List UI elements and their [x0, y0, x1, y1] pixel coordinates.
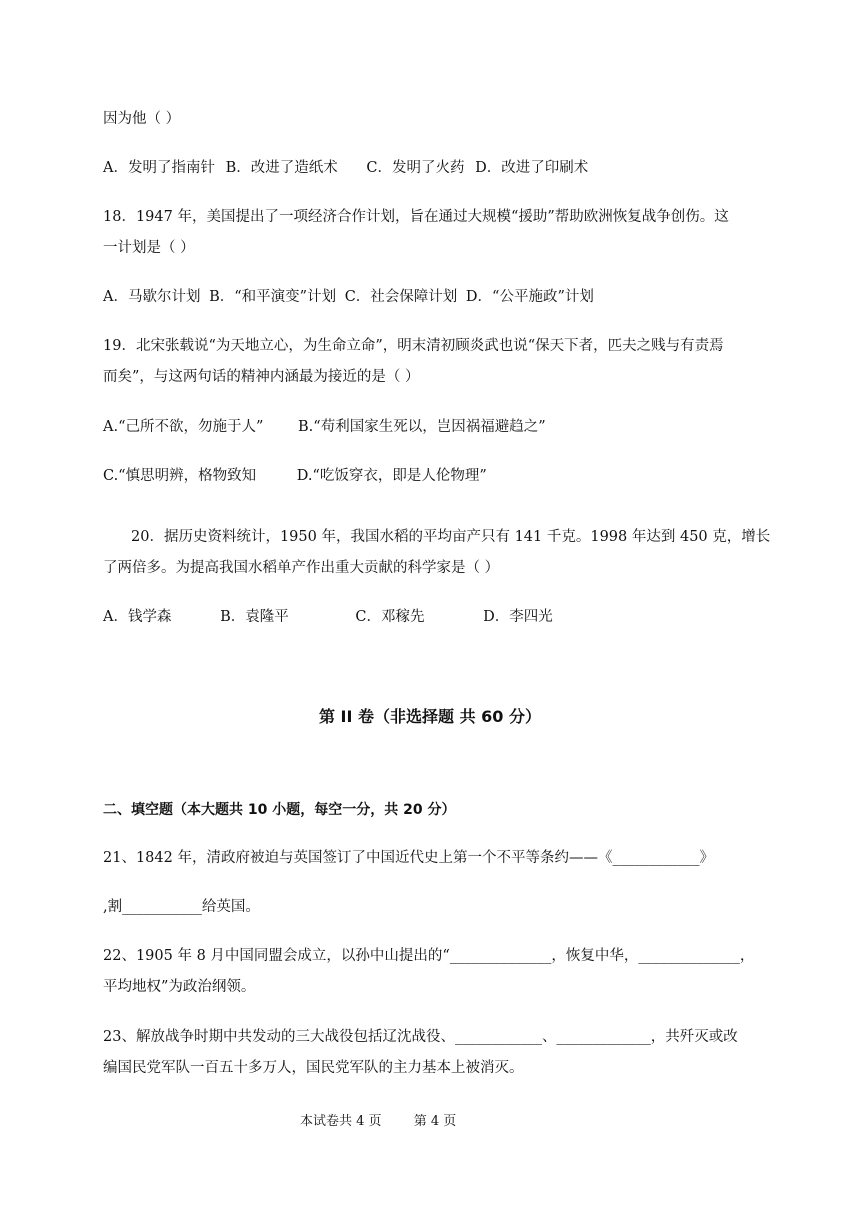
q19-stem-line2: 而矣”，与这两句话的精神内涵最为接近的是（ ） — [103, 369, 420, 385]
q17-option-c: C．发明了火药 — [366, 160, 465, 176]
q21-stem-line2: ,割___________给英国。 — [103, 899, 260, 915]
q20-option-c: C．邓稼先 — [355, 609, 425, 625]
q23-stem-line2: 编国民党军队一百五十多万人，国民党军队的主力基本上被消灭。 — [103, 1060, 524, 1076]
footer-current-page: 第 4 页 — [413, 1114, 457, 1129]
q18-option-b: B．“和平演变”计划 — [209, 289, 337, 305]
q18-stem-line1: 18．1947 年，美国提出了一项经济合作计划，旨在通过大规模“援助”帮助欧洲恢复战争创伤。这 — [103, 209, 729, 225]
q19-options-row1 — [103, 417, 568, 437]
q17-options — [103, 158, 610, 178]
q19-options-row2 — [103, 466, 509, 486]
q20-stem-line1: 20．据历史资料统计，1950 年，我国水稻的平均亩产只有 141 千克。1998 年达到 450 克，增长 — [131, 529, 771, 545]
q18-option-d: D．“公平施政”计划 — [465, 289, 594, 305]
q17-option-a: A．发明了指南针 — [103, 160, 215, 176]
footer-total-pages: 本试卷共 4 页 — [300, 1114, 382, 1129]
page-footer — [300, 1110, 484, 1129]
q20-option-b: B．袁隆平 — [220, 609, 289, 625]
q19-option-c: C.“慎思明辨，格物致知 — [103, 468, 257, 484]
q19-option-b: B.“苟利国家生死以，岂因祸福避趋之” — [298, 419, 546, 435]
q17-option-d: D．改进了印刷术 — [475, 160, 589, 176]
q22-stem-line2: 平均地权”为政治纲领。 — [103, 979, 256, 995]
q17-tail: 因为他（ ） — [103, 111, 181, 127]
q20-option-d: D．李四光 — [483, 609, 553, 625]
q19-stem-line1: 19．北宋张载说“为天地立心，为生命立命”，明末清初顾炎武也说“保天下者，匹夫之贱与有责焉 — [103, 338, 724, 354]
q19-option-a: A.“己所不欲，勿施于人” — [103, 419, 264, 435]
part2-title: 第 II 卷（非选择题 共 60 分） — [318, 707, 542, 726]
q21-stem-line1: 21、1842 年，清政府被迫与英国签订了中国近代史上第一个不平等条约——《____________》 — [103, 850, 714, 866]
q20-stem-line2: 了两倍多。为提高我国水稻单产作出重大贡献的科学家是（ ） — [103, 560, 500, 576]
section2-heading: 二、填空题（本大题共 10 小题，每空一分，共 20 分） — [103, 802, 456, 818]
q18-option-c: C．社会保障计划 — [344, 289, 458, 305]
q18-options — [103, 287, 616, 307]
q19-option-d: D.“吃饭穿衣，即是人伦物理” — [296, 468, 487, 484]
q18-option-a: A．马歇尔计划 — [103, 289, 201, 305]
q22-stem-line1: 22、1905 年 8 月中国同盟会成立，以孙中山提出的“______________，恢复中华，______________， — [103, 948, 755, 964]
q20-options — [103, 607, 575, 627]
q17-option-b: B．改进了造纸术 — [225, 160, 338, 176]
q18-stem-line2: 一计划是（ ） — [103, 240, 195, 256]
q23-stem-line1: 23、解放战争时期中共发动的三大战役包括辽沈战役、____________、_____________，共歼灭或改 — [103, 1029, 738, 1045]
q20-option-a: A．钱学森 — [103, 609, 172, 625]
